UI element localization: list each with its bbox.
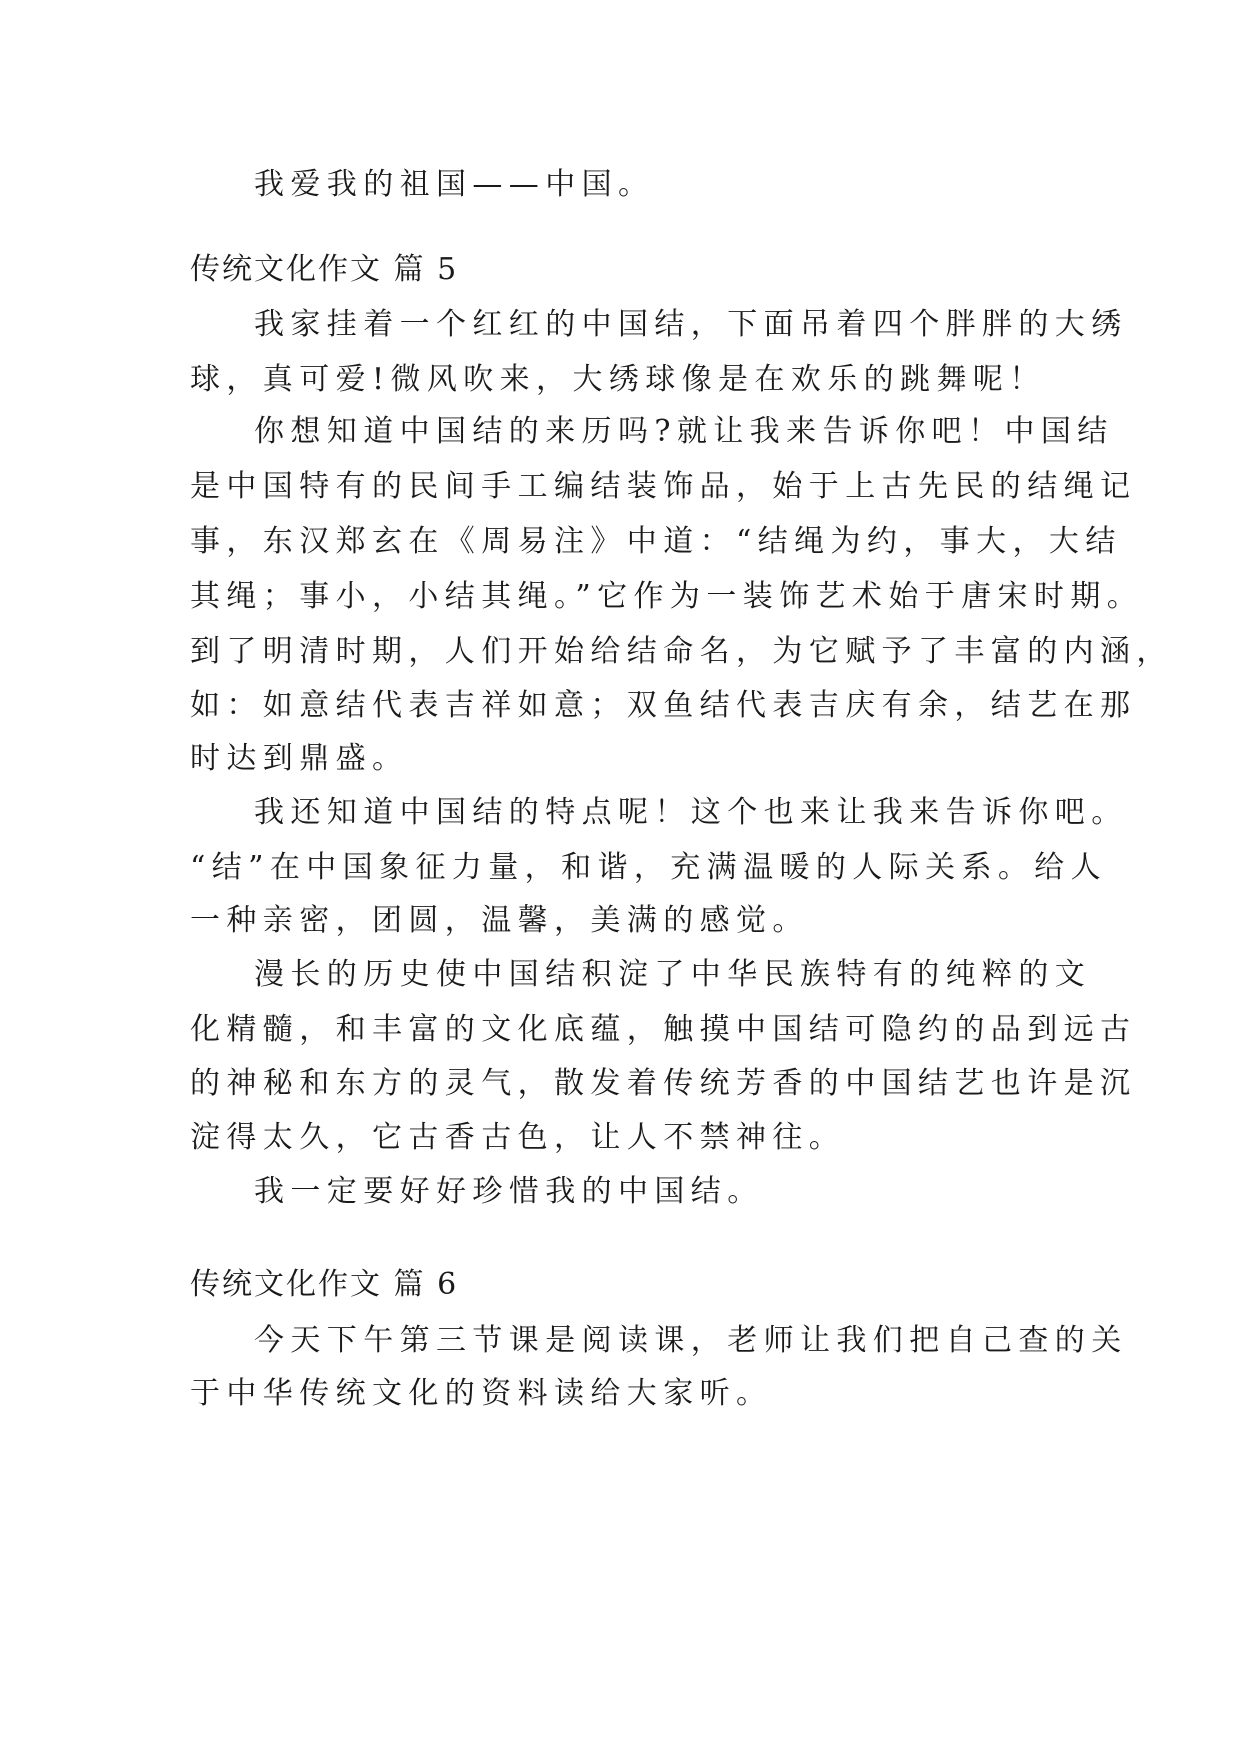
paragraph-line: 漫长的历史使中国结积淀了中华民族特有的纯粹的文	[254, 957, 1092, 992]
paragraph-line: 于中华传统文化的资料读给大家听。	[190, 1376, 773, 1411]
paragraph-line: 我一定要好好珍惜我的中国结。	[254, 1174, 764, 1209]
section-heading-6: 传统文化作文 篇 6	[190, 1267, 459, 1302]
paragraph-line: 到了明清时期，人们开始给结命名，为它赋予了丰富的内涵，	[190, 634, 1173, 669]
paragraph-line: 是中国特有的民间手工编结装饰品，始于上古先民的结绳记	[190, 469, 1137, 504]
paragraph-line: 其绳；事小，小结其绳。”它作为一装饰艺术始于唐宋时期。	[190, 579, 1144, 614]
paragraph-line: 的神秘和东方的灵气，散发着传统芳香的中国结艺也许是沉	[190, 1066, 1137, 1101]
paragraph-line: 球，真可爱!微风吹来，大绣球像是在欢乐的跳舞呢！	[190, 362, 1046, 397]
paragraph-line: 如：如意结代表吉祥如意；双鱼结代表吉庆有余，结艺在那	[190, 688, 1137, 723]
paragraph-line: “结”在中国象征力量，和谐，充满温暖的人际关系。给人	[190, 850, 1108, 885]
section-heading-5: 传统文化作文 篇 5	[190, 252, 459, 287]
paragraph-line: 时达到鼎盛。	[190, 741, 409, 776]
paragraph-line: 化精髓，和丰富的文化底蕴，触摸中国结可隐约的品到远古	[190, 1012, 1137, 1047]
paragraph-line: 一种亲密，团圆，温馨，美满的感觉。	[190, 903, 809, 938]
paragraph-line: 事，东汉郑玄在《周易注》中道：“结绳为约，事大，大结	[190, 524, 1122, 559]
paragraph-line: 今天下午第三节课是阅读课，老师让我们把自己查的关	[254, 1323, 1128, 1358]
paragraph-line: 我还知道中国结的特点呢！这个也来让我来告诉你吧。	[254, 795, 1128, 830]
paragraph-line: 我爱我的祖国——中国。	[254, 167, 655, 202]
paragraph-line: 你想知道中国结的来历吗?就让我来告诉你吧！中国结	[254, 414, 1114, 449]
paragraph-line: 淀得太久，它古香古色，让人不禁神往。	[190, 1120, 846, 1155]
paragraph-line: 我家挂着一个红红的中国结，下面吊着四个胖胖的大绣	[254, 307, 1128, 342]
